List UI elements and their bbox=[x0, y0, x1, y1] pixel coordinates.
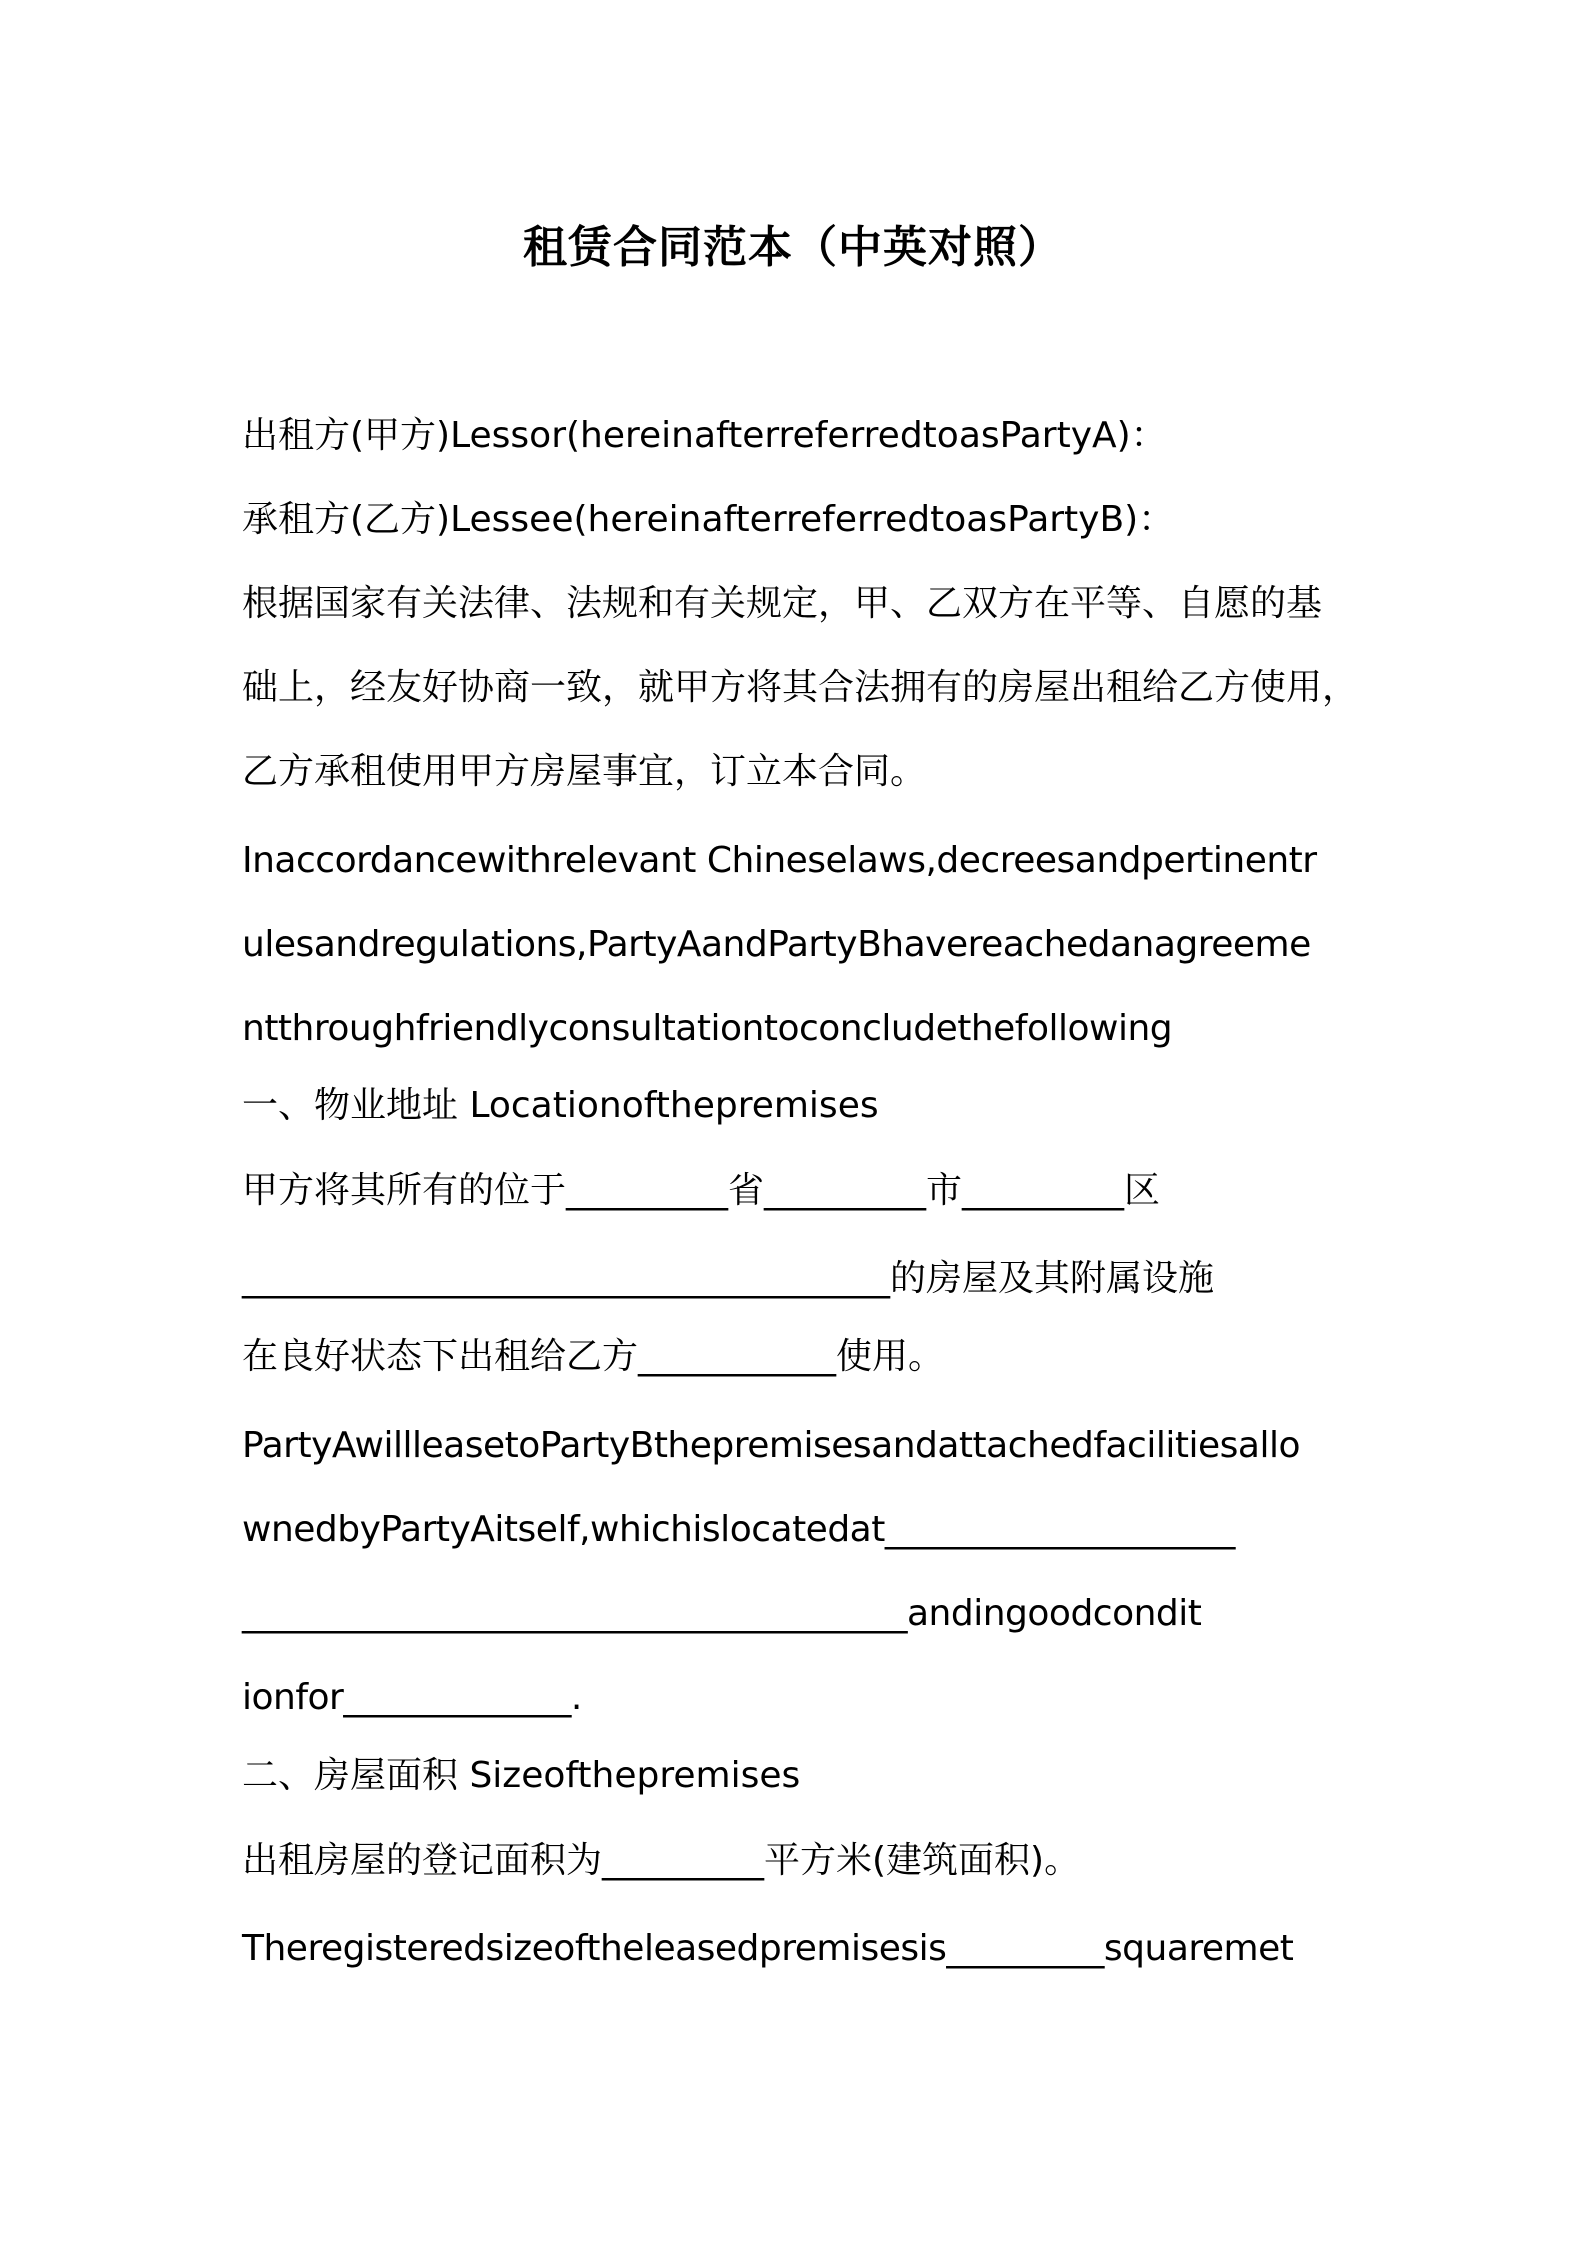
location-en-line-3: ______________________________________andingoodcondit bbox=[242, 1593, 1202, 1634]
preamble-en-line-2: ulesandregulations,PartyAandPartyBhavereachedanagreeme bbox=[242, 924, 1311, 965]
preamble-en-line-1: Inaccordancewithrelevant Chineselaws,decreesandpertinentr bbox=[242, 840, 1317, 881]
size-en-line: Theregisteredsizeoftheleasedpremisesis_________squaremet bbox=[242, 1928, 1294, 1969]
document-title: 租赁合同范本（中英对照） bbox=[523, 222, 1063, 273]
preamble-cn-line-1: 根据国家有关法律、法规和有关规定，甲、乙双方在平等、自愿的基 bbox=[242, 583, 1323, 624]
section-2-heading: 二、房屋面积 Sizeofthepremises bbox=[242, 1755, 801, 1796]
location-cn-line-2: ____________________________________的房屋及其附属设施 bbox=[242, 1258, 1215, 1299]
lessee-line: 承租方(乙方)Lessee(hereinafterreferredtoasPartyB)： bbox=[242, 499, 1175, 540]
location-cn-line-1: 甲方将其所有的位于_________省_________市_________区 bbox=[242, 1170, 1161, 1211]
preamble-cn-line-3: 乙方承租使用甲方房屋事宜，订立本合同。 bbox=[242, 751, 927, 792]
preamble-cn-line-2: 础上，经友好协商一致，就甲方将其合法拥有的房屋出租给乙方使用， bbox=[242, 667, 1359, 708]
location-en-line-4: ionfor_____________. bbox=[242, 1677, 582, 1718]
preamble-en-line-3: ntthroughfriendlyconsultationtoconcludethefollowing bbox=[242, 1008, 1173, 1049]
section-1-heading: 一、物业地址 Locationofthepremises bbox=[242, 1085, 879, 1126]
location-cn-line-3: 在良好状态下出租给乙方___________使用。 bbox=[242, 1336, 945, 1377]
lessor-line: 出租方(甲方)Lessor(hereinafterreferredtoasPartyA)： bbox=[242, 415, 1167, 456]
location-en-line-2: wnedbyPartyAitself,whichislocatedat____________________ bbox=[242, 1509, 1235, 1550]
location-en-line-1: PartyAwillleasetoPartyBthepremisesandattachedfacilitiesallo bbox=[242, 1425, 1300, 1466]
size-cn-line: 出租房屋的登记面积为_________平方米(建筑面积)。 bbox=[242, 1840, 1081, 1881]
